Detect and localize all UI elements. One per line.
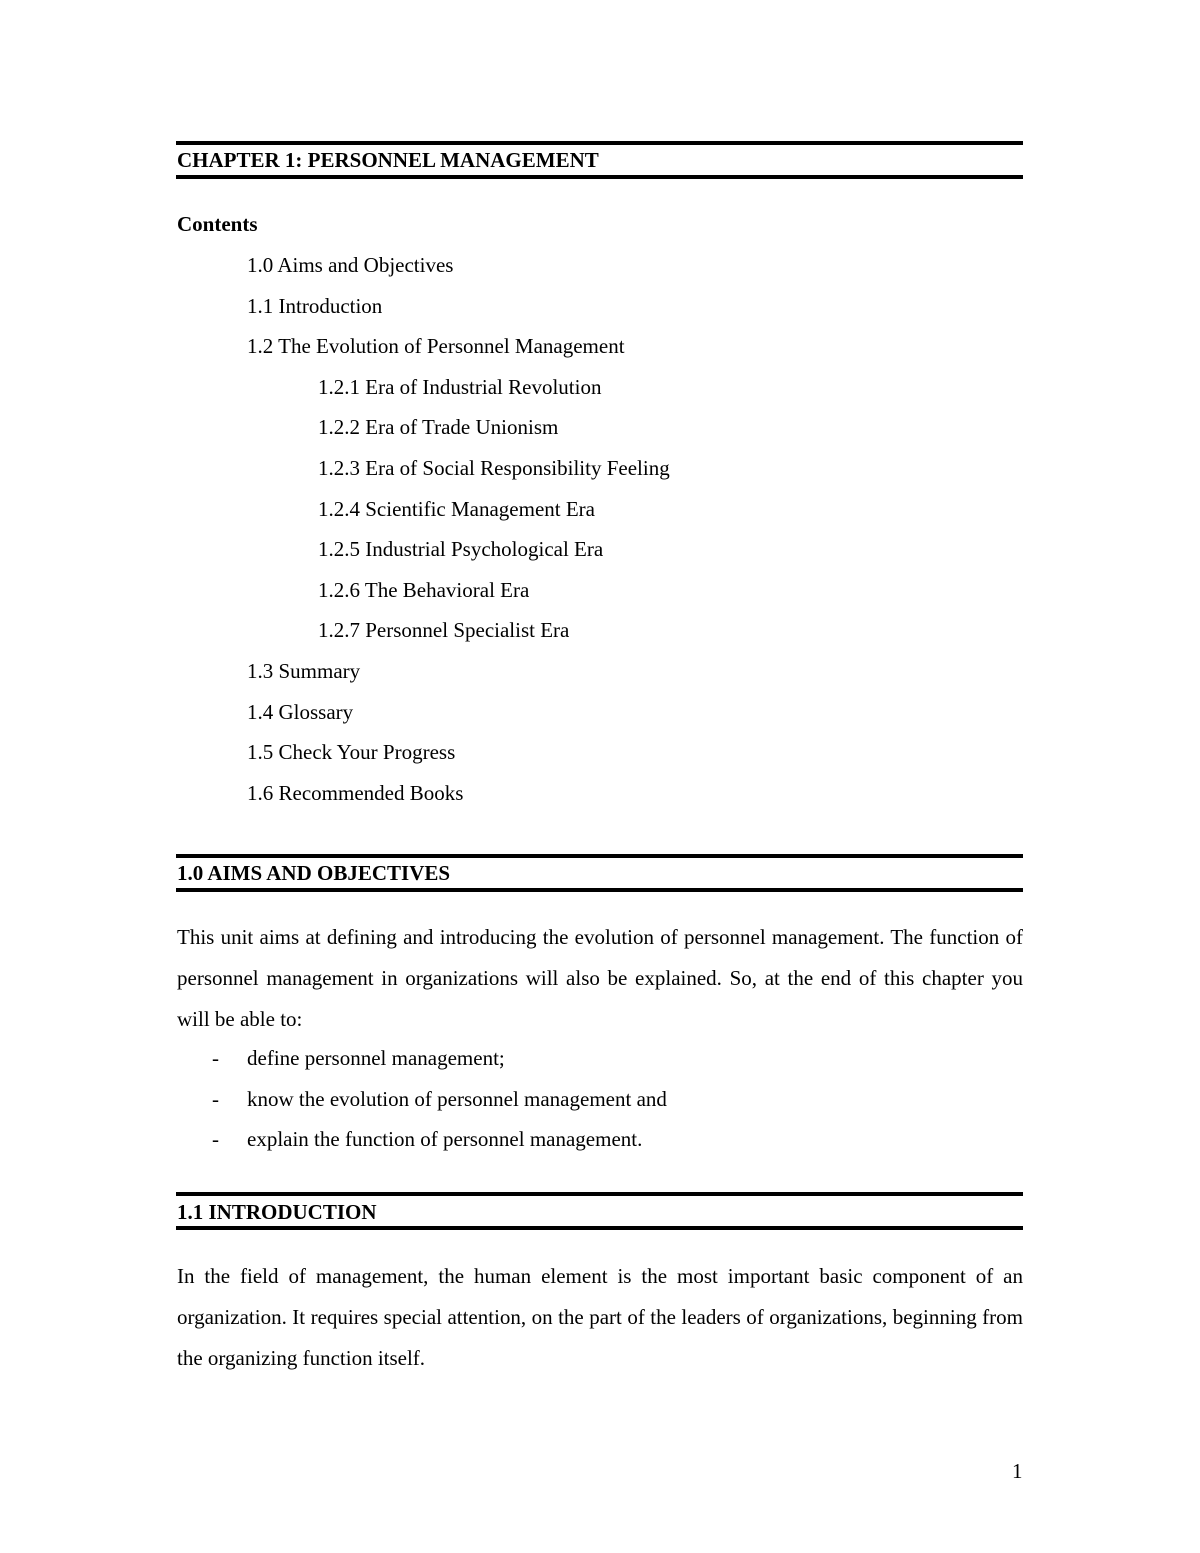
bullet-dash: - <box>212 1086 219 1111</box>
chapter-title-rule-bottom <box>176 175 1023 179</box>
intro-heading-rule-bottom <box>176 1226 1023 1230</box>
bullet-text: explain the function of personnel management. <box>247 1127 643 1152</box>
toc-item: 1.3 Summary <box>247 658 361 683</box>
page-number: 1 <box>1012 1459 1023 1483</box>
toc-subitem: 1.2.3 Era of Social Responsibility Feeling <box>318 455 670 480</box>
aims-paragraph: This unit aims at defining and introducing the evolution of personnel management. The function of personnel management in organizations will also be explained. So, at the end of this chapter you will be able to: <box>177 925 1023 1031</box>
toc-subitem: 1.2.5 Industrial Psychological Era <box>318 537 604 562</box>
toc-item: 1.5 Check Your Progress <box>247 740 456 765</box>
aims-heading-rule-bottom <box>176 888 1023 892</box>
toc-item: 1.4 Glossary <box>247 699 354 724</box>
chapter-title: CHAPTER 1: PERSONNEL MANAGEMENT <box>177 148 599 172</box>
chapter-title-rule-top <box>176 141 1023 145</box>
toc-subitem: 1.2.1 Era of Industrial Revolution <box>318 374 602 399</box>
toc-subitem: 1.2.6 The Behavioral Era <box>318 577 530 602</box>
toc-subitem: 1.2.7 Personnel Specialist Era <box>318 618 570 643</box>
aims-heading: 1.0 AIMS AND OBJECTIVES <box>177 861 451 885</box>
toc-item: 1.6 Recommended Books <box>247 780 464 805</box>
bullet-text: know the evolution of personnel management and <box>247 1086 667 1111</box>
intro-heading: 1.1 INTRODUCTION <box>177 1200 377 1224</box>
toc-item: 1.0 Aims and Objectives <box>247 253 454 277</box>
intro-paragraph: In the field of management, the human element is the most important basic component of an organization. It requires special attention, on the part of the leaders of organizations, beginning from the organizing function itself. <box>177 1264 1023 1370</box>
aims-heading-rule-top <box>176 854 1023 858</box>
toc-subitem: 1.2.4 Scientific Management Era <box>318 496 595 521</box>
contents-title: Contents <box>177 212 258 236</box>
bullet-text: define personnel management; <box>247 1046 505 1070</box>
table-of-contents <box>0 253 670 821</box>
bullet-dash: - <box>212 1127 219 1152</box>
bullet-dash: - <box>212 1046 219 1070</box>
intro-heading-rule-top <box>176 1192 1023 1196</box>
toc-item: 1.1 Introduction <box>247 293 383 318</box>
toc-item: 1.2 The Evolution of Personnel Management <box>247 334 625 359</box>
toc-subitem: 1.2.2 Era of Trade Unionism <box>318 415 559 440</box>
